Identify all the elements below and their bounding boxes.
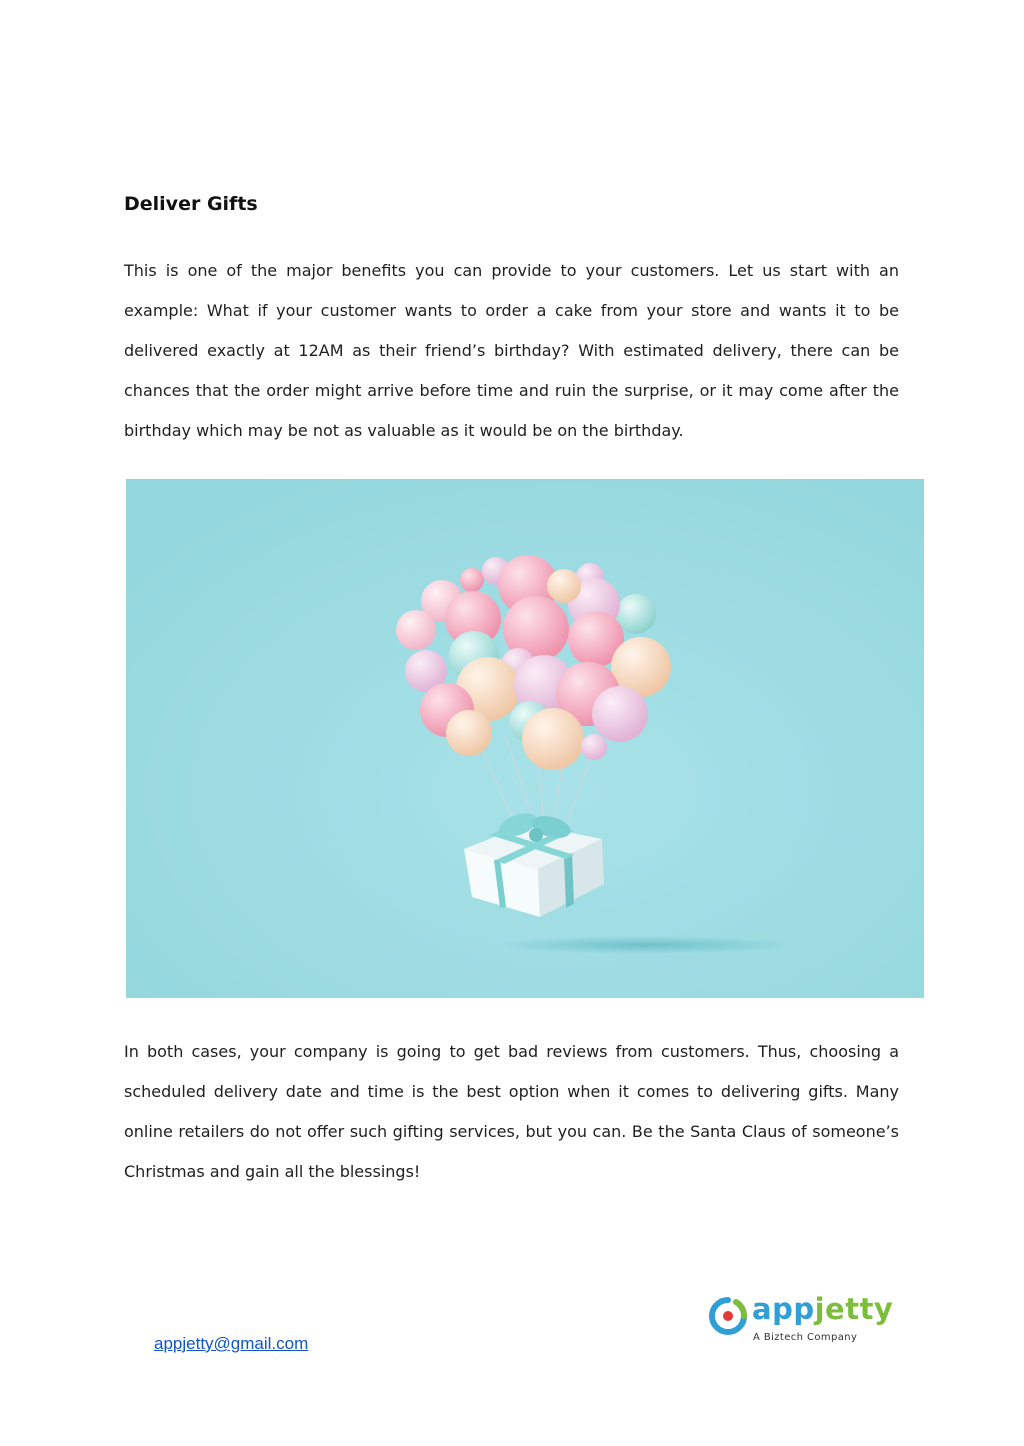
section-heading: Deliver Gifts [124,193,258,215]
appjetty-logo-icon [708,1296,748,1336]
brand-tagline: A Biztech Company [753,1332,858,1343]
appjetty-logo [708,1292,894,1348]
balloons-gift-image [126,479,924,998]
paragraph-intro: This is one of the major benefits you can provide to your customers. Let us start with an example: What if your customer wants to order a cake from your store and wants it to be delivered exactly at 12AM as their friend’s birthday? With estimated delivery, there can be chances that the order might arrive before time and ruin the surprise, or it may come after the birthday which may be not as valuable as it would be on the birthday. [124,261,899,440]
brand-jetty: jetty [814,1292,894,1326]
email-link[interactable]: appjetty@gmail.com [154,1334,309,1353]
brand-name [752,1292,893,1326]
brand-app: app [752,1292,815,1326]
paragraph-conclusion: In both cases, your company is going to get bad reviews from customers. Thus, choosing a scheduled delivery date and time is the best option when it comes to delivering gifts. Many online retailers do not offer such gifting services, but you can. Be the Santa Claus of someone’s Christmas and gain all the blessings! [124,1042,899,1181]
